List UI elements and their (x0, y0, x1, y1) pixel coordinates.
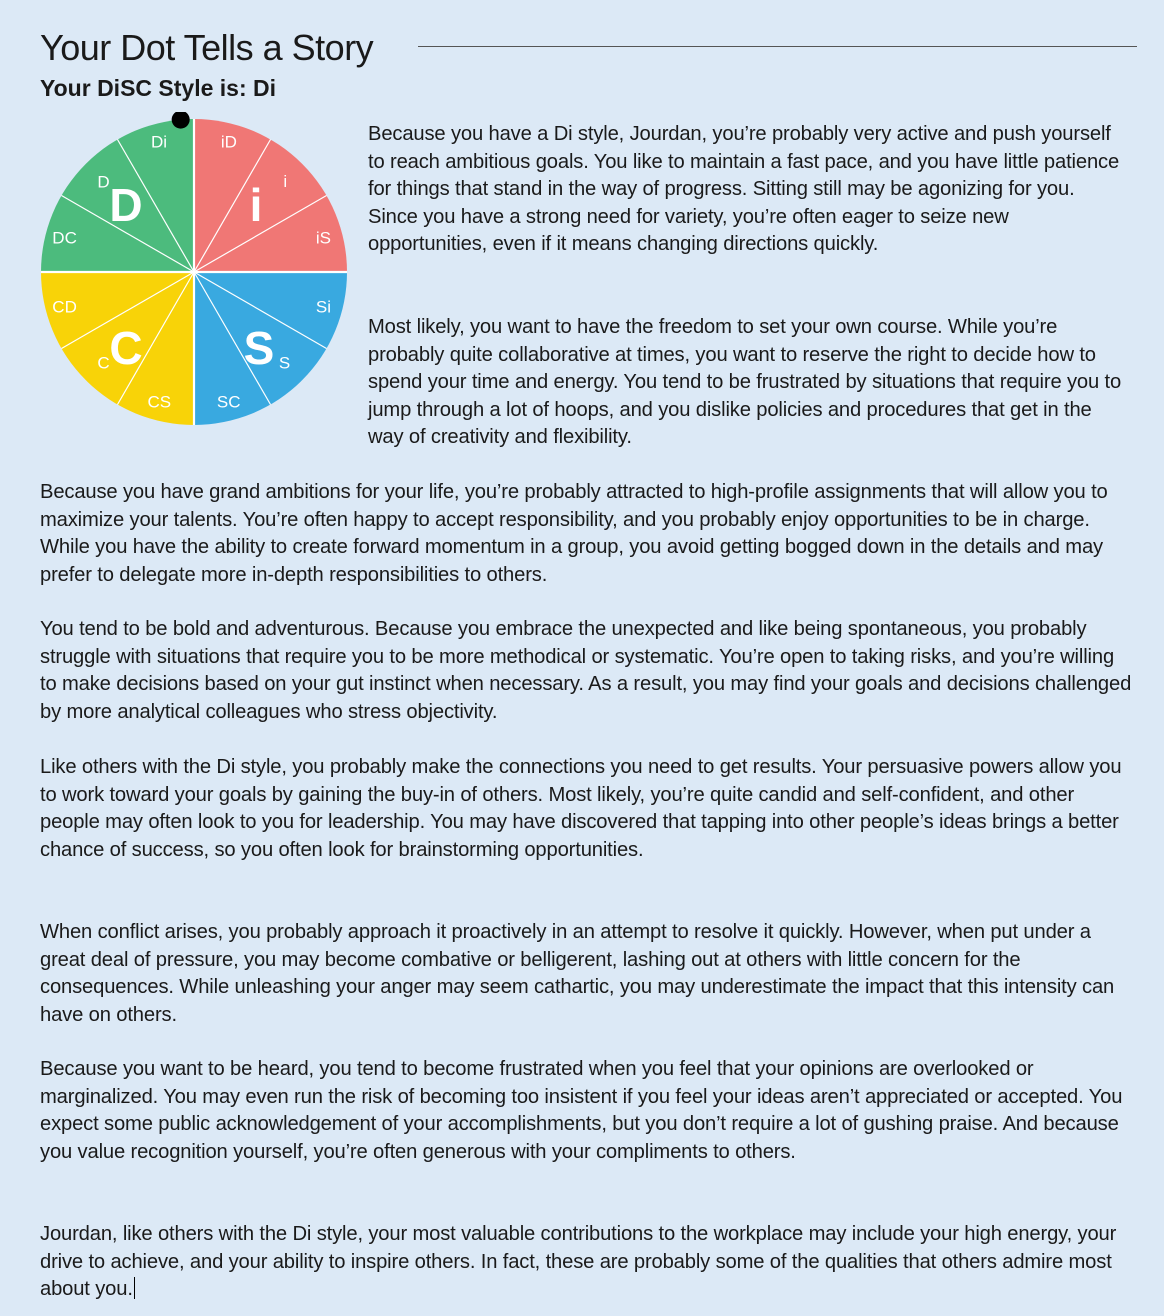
paragraph-1: Because you have a Di style, Jourdan, you’re probably very active and push yourself to reach ambitious goals. You like to maintain a fast pace, and you have little patience for things that stand in the way of progress. Sitting still may be agonizing for you. Since you have a strong need for variety, you’re often eager to seize new opportunities, even if it means changing directions quickly. (368, 123, 1120, 255)
quadrant-letter-S: S (243, 322, 275, 374)
paragraph-3: Because you have grand ambitions for your life, you’re probably attracted to high-profile assignments that will allow you to maximize your talents. You’re often happy to accept responsibility, and you probably enjoy opportunities to be in charge. While you have the ability to create forward momentum in a group, you avoid getting bogged down in the details and may prefer to delegate more in-depth responsibilities to others. (40, 481, 1108, 586)
segment-label-iD: iD (220, 132, 237, 152)
segment-label-D: D (97, 172, 110, 192)
quadrant-letter-C: C (109, 322, 143, 374)
title-divider (418, 46, 1137, 47)
disc-style-subtitle: Your DiSC Style is: Di (40, 75, 277, 101)
paragraph-8 (40, 1221, 1136, 1304)
segment-label-iS: iS (315, 228, 331, 248)
paragraph-6: When conflict arises, you probably approach it proactively in an attempt to resolve it quickly. However, when put under a great deal of pressure, you may become combative or belligerent, lashing out at others with little concern for the consequences. While unleashing your anger may seem cathartic, you may underestimate the impact that this intensity can have on others. (40, 921, 1115, 1026)
segment-label-S: S (278, 353, 291, 373)
quadrant-i (194, 119, 347, 272)
quadrant-letter-i: i (249, 179, 263, 231)
text-cursor (134, 1277, 136, 1299)
paragraph-4: You tend to be bold and adventurous. Because you embrace the unexpected and like being spontaneous, you probably struggle with situations that require you to be more methodical or systematic. You’re open to taking risks, and you’re willing to make decisions based on your gut instinct when necessary. As a result, you may find your goals and decisions challenged by more analytical colleagues who stress objectivity. (40, 618, 1132, 723)
paragraph-8-text: Jourdan, like others with the Di style, your most valuable contributions to the workplace may include your high energy, your drive to achieve, and your ability to inspire others. In fact, these are probably some of the qualities that others admire most about you. (40, 1223, 1117, 1300)
segment-label-C: C (97, 353, 110, 373)
page-title: Your Dot Tells a Story (40, 27, 374, 68)
segment-label-i: i (283, 171, 288, 191)
segment-label-Si: Si (315, 297, 331, 317)
paragraph-5: Like others with the Di style, you probably make the connections you need to get results. Your persuasive powers allow you to work toward your goals by gaining the buy-in of others. Most likely, you’re quite candid and self-confident, and other people may often look to you for leadership. You may have discovered that tapping into other people’s ideas brings a better chance of success, so you often look for brainstorming opportunities. (40, 756, 1122, 861)
segment-label-SC: SC (216, 392, 241, 412)
disc-wheel (38, 112, 350, 428)
segment-label-CD: CD (52, 297, 77, 317)
segment-label-CS: CS (147, 392, 172, 412)
quadrant-letter-D: D (109, 179, 143, 231)
segment-label-DC: DC (52, 228, 77, 248)
segment-label-Di: Di (151, 132, 168, 152)
paragraph-7: Because you want to be heard, you tend to become frustrated when you feel that your opinions are overlooked or marginalized. You may even run the risk of becoming too insistent if you feel your ideas aren’t appreciated or accepted. You expect some public acknowledgement of your accomplishments, but you don’t require a lot of gushing praise. And because you value recognition yourself, you’re often generous with your compliments to others. (40, 1058, 1123, 1163)
paragraph-2: Most likely, you want to have the freedom to set your own course. While you’re probably quite collaborative at times, you want to reserve the right to decide how to spend your time and energy. You tend to be frustrated by situations that require you to jump through a lot of hoops, and you dislike policies and procedures that get in the way of creativity and flexibility. (368, 316, 1122, 448)
